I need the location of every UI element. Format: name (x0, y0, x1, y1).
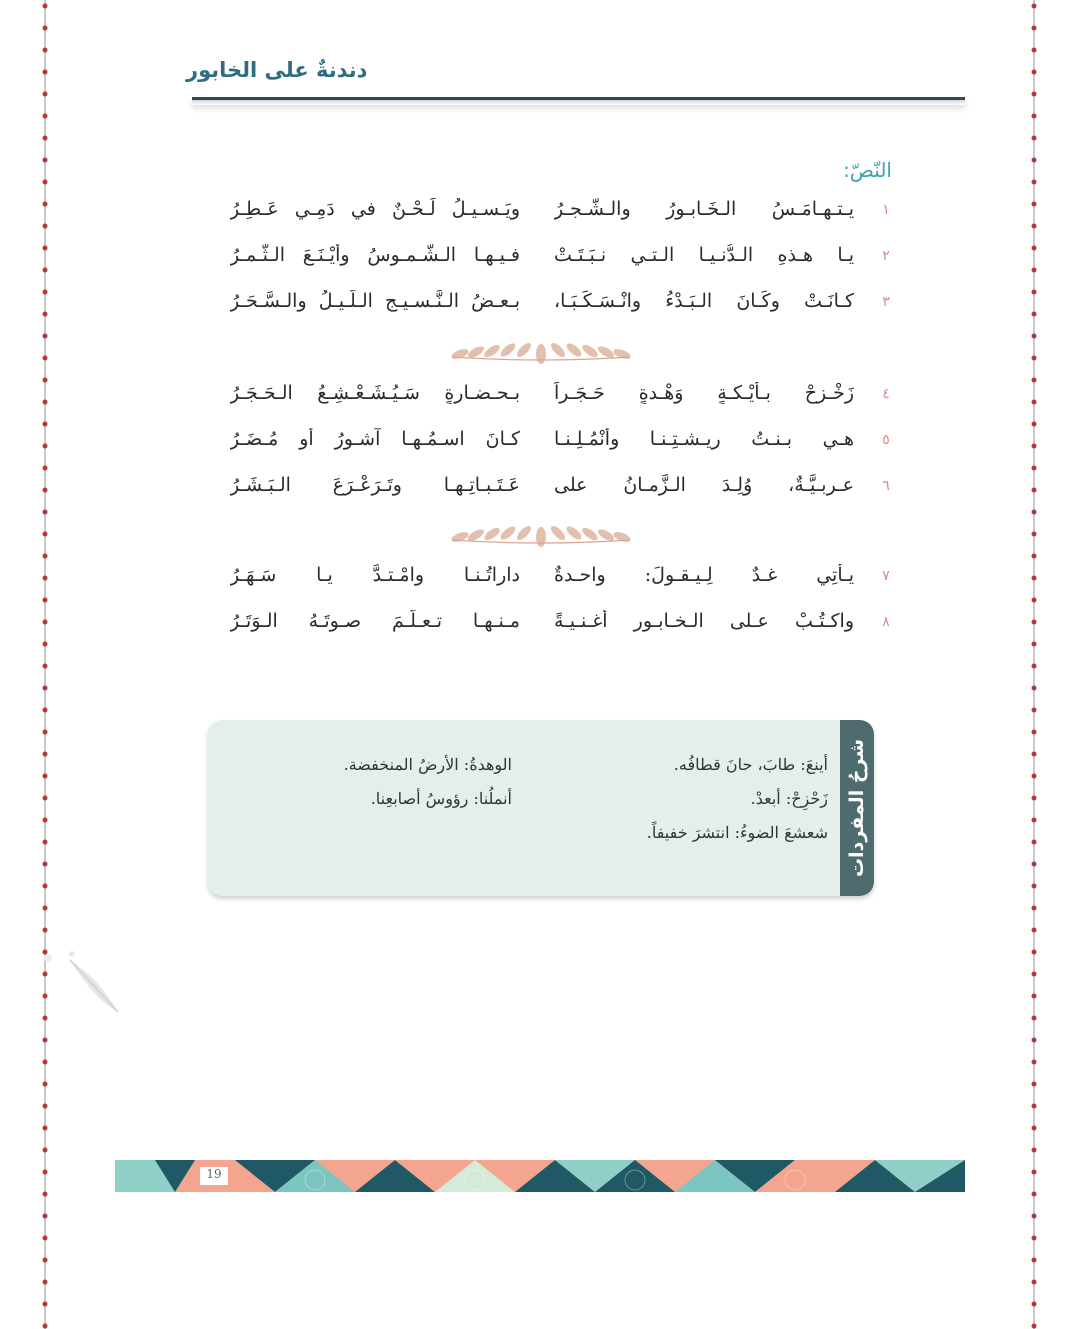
verse-number: ٧ (882, 568, 890, 584)
leaf-ornament-icon (448, 341, 634, 367)
left-decorative-border (40, 0, 50, 1329)
vocabulary-panel (208, 720, 874, 896)
verse (220, 472, 900, 508)
verse-first-hemistich: هـي بـنـتُ ريـشـتِـنـا وأنْمُـلِـنـا (554, 428, 854, 450)
verse-number: ٣ (882, 294, 890, 310)
verse-first-hemistich: زَخْـزِحْ بـأيْـكـةٍ وَهْـدةٍ حَـجَـراً (554, 382, 854, 404)
feather-icon (40, 940, 130, 1030)
verse-first-hemistich: كـانَـتْ وكَـانَ الـبَـدْءُ وانْـسَـكَـبَـا، (554, 290, 854, 312)
verse-second-hemistich: بـحـضـارةٍ سَـيُـشَـعْـشِـعُ الـحَـجَـرُ (230, 382, 520, 404)
verse-number: ٤ (882, 386, 890, 402)
verse-first-hemistich: واكـتُـبْ عـلى الـخـابـورِ أغـنـيـةً (554, 610, 854, 632)
verse-first-hemistich: عـربـيَّـةٌ، وُلِـدَ الـزَّمـانُ على (554, 474, 854, 496)
vocabulary-item: شعشعَ الضوءُ: انتشرَ خفيفاً. (646, 823, 828, 842)
vocabulary-list-right (578, 748, 828, 850)
verse (220, 380, 900, 416)
vocabulary-item: أنملُنا: رؤوسُ أصابعِنا. (370, 789, 512, 808)
vocabulary-item: زَحْزِحْ: أبعدْ. (750, 789, 828, 808)
verse-second-hemistich: فـيـهـا الـشُّـمـوسُ وأيْـنَـعَ الـثَّـمـرُ (230, 244, 520, 266)
verse (220, 608, 900, 644)
verse-number: ٢ (882, 248, 890, 264)
verse (220, 288, 900, 324)
verse-second-hemistich: عَـتَـبـاتِـهـا وتَـرَعْـرَعَ الـبَـشَـرُ (230, 474, 520, 496)
verse (220, 426, 900, 462)
vocabulary-tab-label: شرحُ المفردات (846, 738, 868, 878)
verse-first-hemistich: يـأتِي غـدٌ لِـيـقـولَ: واحـدةٌ (554, 564, 854, 586)
header-divider (192, 97, 965, 105)
verse-first-hemistich: يـتـهـامَـسُ الـخَـابـورُ والـشَّـجـرُ (554, 198, 854, 220)
vocabulary-item: الوهدةُ: الأرضُ المنخفضة. (343, 755, 512, 774)
verse-first-hemistich: يـا هـذهِ الـدُّنـيـا الـتـي نـبَـتَـتْ (554, 244, 854, 266)
leaf-ornament-icon (448, 524, 634, 550)
verse (220, 196, 900, 232)
chapter-title: دندنةٌ على الخابور (186, 58, 368, 82)
verse-number: ١ (882, 202, 890, 218)
vocabulary-item: أينعَ: طابَ، حانَ قطافُه. (673, 755, 828, 774)
verse-second-hemistich: داراتُـنـا وامْـتـدَّ يـا سَـهَـرُ (230, 564, 520, 586)
verse (220, 562, 900, 598)
verse-number: ٥ (882, 432, 890, 448)
verse-number: ٨ (882, 614, 890, 630)
verse-second-hemistich: كـانَ اسـمُـهـا آشـورُ أو مُـضَـرُ (230, 428, 520, 450)
vocabulary-list-left (252, 748, 512, 816)
footer-pattern-band (115, 1160, 965, 1192)
page-number: 19 (200, 1167, 228, 1185)
verse (220, 242, 900, 278)
section-label: النّصّ: (843, 158, 892, 182)
right-decorative-border (1029, 0, 1039, 1329)
verse-second-hemistich: مـنـهـا تـعـلَّـمَ صـوتَـهُ الـوَتَـرُ (230, 610, 520, 632)
verse-number: ٦ (882, 478, 890, 494)
verse-second-hemistich: ويَـسـيـلُ لَـحْـنٌ في دَمِـي عَـطِـرُ (230, 198, 520, 220)
verse-second-hemistich: بـعـضُ الـنَّـسـيـجِ الـلَّـيـلُ والـسَّـحَـرُ (230, 290, 520, 312)
vocabulary-tab (840, 720, 874, 896)
